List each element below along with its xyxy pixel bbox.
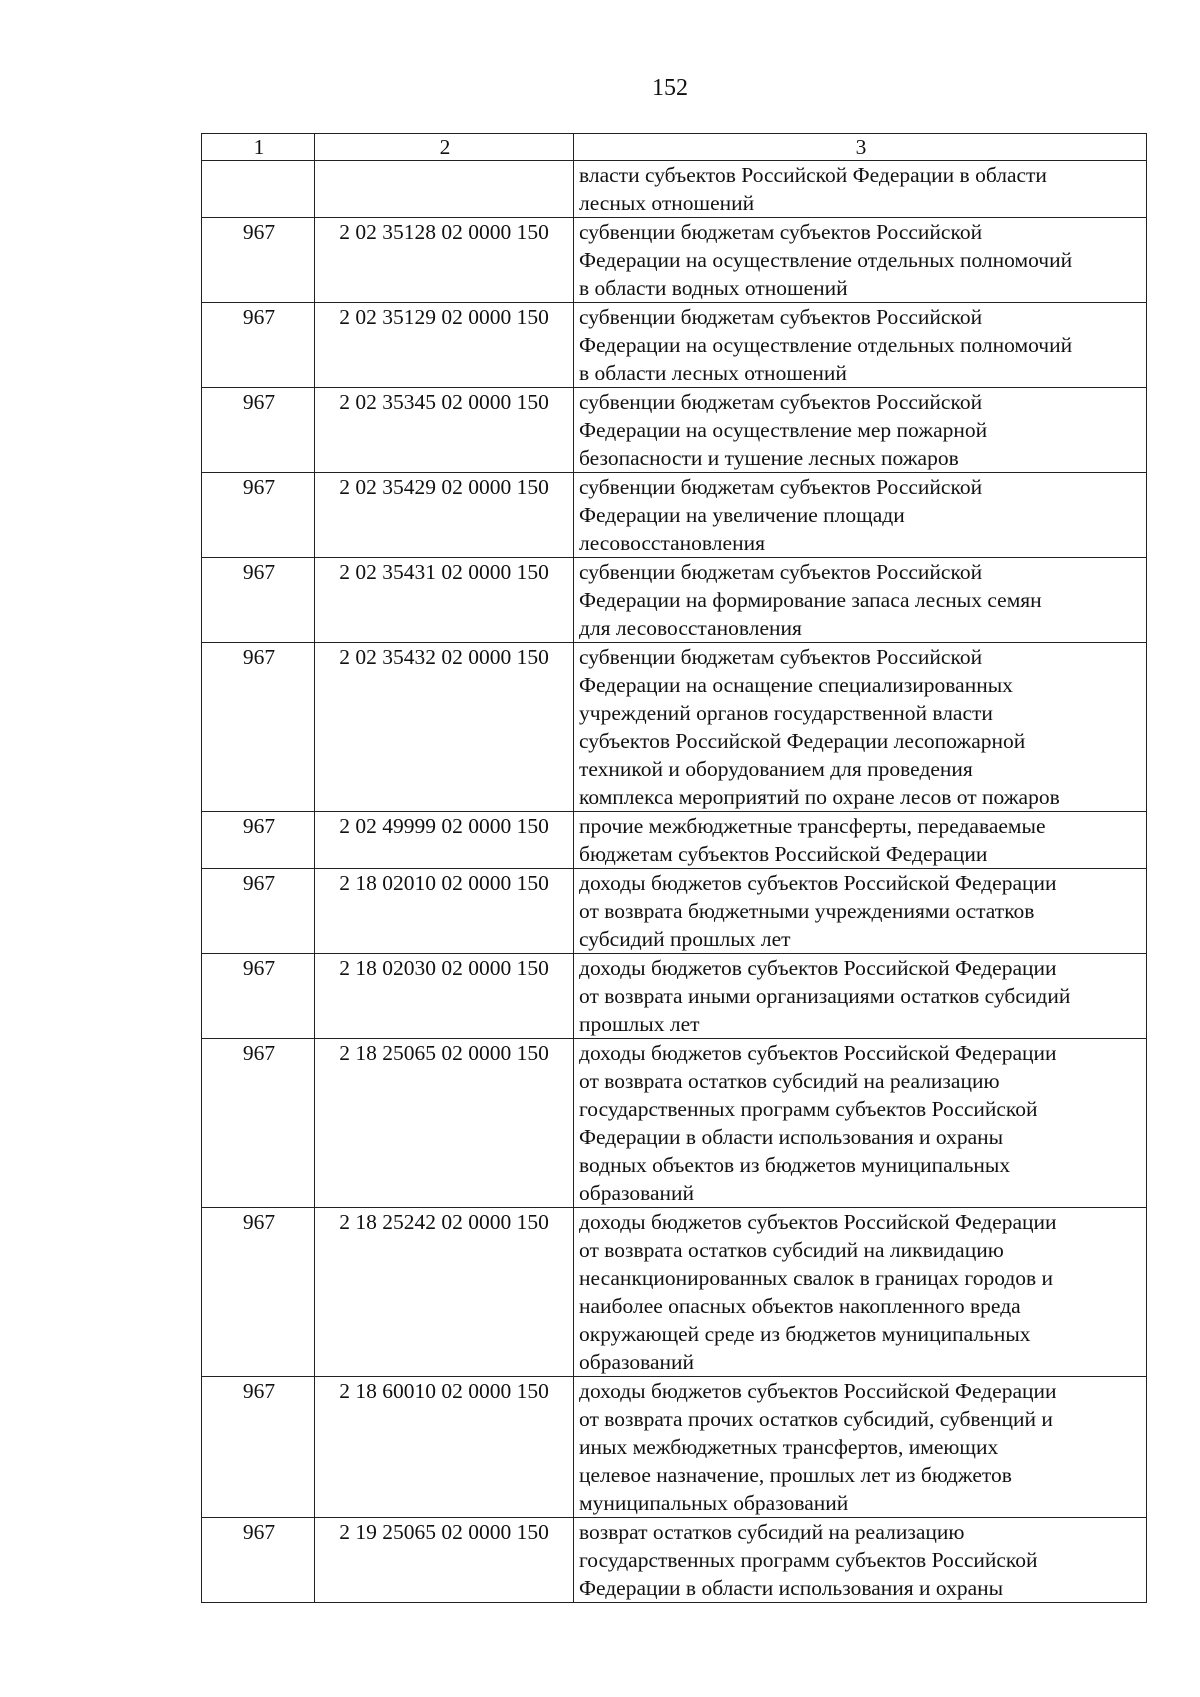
- description-line: государственных программ субъектов Российской: [579, 1548, 1038, 1572]
- description-line: комплекса мероприятий по охране лесов от пожаров: [579, 785, 1060, 809]
- income-code-cell: 2 18 02030 02 0000 150: [315, 954, 574, 1039]
- description-line: несанкционированных свалок в границах городов и: [579, 1266, 1054, 1290]
- table-row: [202, 1208, 1147, 1377]
- income-code-cell: 2 19 25065 02 0000 150: [315, 1518, 574, 1603]
- description-line: безопасности и тушение лесных пожаров: [579, 446, 959, 470]
- admin-code-cell: 967: [202, 812, 315, 869]
- admin-code-cell: 967: [202, 1208, 315, 1377]
- table-row: [202, 812, 1147, 869]
- table-row: [202, 1518, 1147, 1603]
- description-line: для лесовосстановления: [579, 616, 802, 640]
- description-line: в области лесных отношений: [579, 361, 847, 385]
- admin-code-cell: 967: [202, 473, 315, 558]
- description-line: власти субъектов Российской Федерации в области: [579, 163, 1047, 187]
- description-cell: [574, 1518, 1147, 1603]
- table-row: [202, 303, 1147, 388]
- description-line: прочие межбюджетные трансферты, передаваемые: [579, 814, 1046, 838]
- budget-codes-table: [201, 133, 1147, 1603]
- description-line: образований: [579, 1350, 695, 1374]
- income-code-cell: 2 02 35129 02 0000 150: [315, 303, 574, 388]
- table-row: [202, 1377, 1147, 1518]
- description-line: доходы бюджетов субъектов Российской Федерации: [579, 1210, 1057, 1234]
- description-line: Федерации на осуществление отдельных полномочий: [579, 248, 1073, 272]
- income-code-cell: 2 18 25065 02 0000 150: [315, 1039, 574, 1208]
- table-body: [202, 134, 1147, 1603]
- column-header-2: 2: [315, 134, 574, 161]
- admin-code-cell: 967: [202, 558, 315, 643]
- description-cell: [574, 388, 1147, 473]
- description-cell: [574, 1377, 1147, 1518]
- description-line: лесовосстановления: [579, 531, 765, 555]
- table-row: [202, 643, 1147, 812]
- table-row: [202, 1039, 1147, 1208]
- description-cell: [574, 558, 1147, 643]
- description-line: государственных программ субъектов Российской: [579, 1097, 1038, 1121]
- admin-code-cell: 967: [202, 1377, 315, 1518]
- table-row: [202, 869, 1147, 954]
- admin-code-cell: 967: [202, 643, 315, 812]
- description-line: образований: [579, 1181, 695, 1205]
- description-line: Федерации на осуществление отдельных полномочий: [579, 333, 1073, 357]
- admin-code-cell: 967: [202, 218, 315, 303]
- income-code-cell: 2 02 35431 02 0000 150: [315, 558, 574, 643]
- column-header-1: 1: [202, 134, 315, 161]
- description-line: доходы бюджетов субъектов Российской Федерации: [579, 1041, 1057, 1065]
- description-line: наиболее опасных объектов накопленного вреда: [579, 1294, 1021, 1318]
- description-line: Федерации в области использования и охраны: [579, 1125, 1004, 1149]
- income-code-cell: 2 18 60010 02 0000 150: [315, 1377, 574, 1518]
- description-line: Федерации на осуществление мер пожарной: [579, 418, 988, 442]
- description-cell: [574, 869, 1147, 954]
- description-cell: [574, 473, 1147, 558]
- description-line: доходы бюджетов субъектов Российской Федерации: [579, 871, 1057, 895]
- description-line: субвенции бюджетам субъектов Российской: [579, 220, 983, 244]
- description-line: возврат остатков субсидий на реализацию: [579, 1520, 965, 1544]
- description-line: от возврата остатков субсидий на ликвидацию: [579, 1238, 1004, 1262]
- table-row: [202, 161, 1147, 218]
- table-row: [202, 473, 1147, 558]
- description-line: доходы бюджетов субъектов Российской Федерации: [579, 1379, 1057, 1403]
- description-line: от возврата прочих остатков субсидий, субвенций и: [579, 1407, 1053, 1431]
- description-line: муниципальных образований: [579, 1491, 849, 1515]
- description-line: от возврата бюджетными учреждениями остатков: [579, 899, 1035, 923]
- admin-code-cell: 967: [202, 303, 315, 388]
- description-cell: [574, 1039, 1147, 1208]
- description-line: лесных отношений: [579, 191, 755, 215]
- description-line: от возврата остатков субсидий на реализацию: [579, 1069, 1000, 1093]
- description-line: водных объектов из бюджетов муниципальных: [579, 1153, 1011, 1177]
- description-line: субвенции бюджетам субъектов Российской: [579, 475, 983, 499]
- description-line: от возврата иными организациями остатков субсидий: [579, 984, 1071, 1008]
- admin-code-cell: [202, 161, 315, 218]
- table-row: [202, 558, 1147, 643]
- description-cell: [574, 954, 1147, 1039]
- description-line: Федерации в области использования и охраны: [579, 1576, 1004, 1600]
- table-header-row: [202, 134, 1147, 161]
- admin-code-cell: 967: [202, 869, 315, 954]
- description-line: иных межбюджетных трансфертов, имеющих: [579, 1435, 999, 1459]
- income-code-cell: 2 18 25242 02 0000 150: [315, 1208, 574, 1377]
- income-code-cell: 2 18 02010 02 0000 150: [315, 869, 574, 954]
- description-line: техникой и оборудованием для проведения: [579, 757, 973, 781]
- description-line: окружающей среде из бюджетов муниципальных: [579, 1322, 1031, 1346]
- description-line: бюджетам субъектов Российской Федерации: [579, 842, 988, 866]
- description-cell: [574, 1208, 1147, 1377]
- description-line: Федерации на оснащение специализированных: [579, 673, 1013, 697]
- description-line: прошлых лет: [579, 1012, 700, 1036]
- description-cell: [574, 218, 1147, 303]
- description-line: учреждений органов государственной власти: [579, 701, 993, 725]
- description-line: Федерации на формирование запаса лесных семян: [579, 588, 1042, 612]
- description-line: Федерации на увеличение площади: [579, 503, 905, 527]
- description-line: в области водных отношений: [579, 276, 848, 300]
- description-cell: [574, 161, 1147, 218]
- table-row: [202, 954, 1147, 1039]
- admin-code-cell: 967: [202, 954, 315, 1039]
- column-header-3: 3: [574, 134, 1147, 161]
- description-line: субъектов Российской Федерации лесопожарной: [579, 729, 1026, 753]
- income-code-cell: 2 02 35128 02 0000 150: [315, 218, 574, 303]
- description-cell: [574, 812, 1147, 869]
- admin-code-cell: 967: [202, 1039, 315, 1208]
- table-row: [202, 388, 1147, 473]
- description-line: субсидий прошлых лет: [579, 927, 791, 951]
- description-line: субвенции бюджетам субъектов Российской: [579, 305, 983, 329]
- description-line: субвенции бюджетам субъектов Российской: [579, 560, 983, 584]
- description-line: субвенции бюджетам субъектов Российской: [579, 645, 983, 669]
- table-row: [202, 218, 1147, 303]
- page-number: 152: [652, 75, 688, 101]
- income-code-cell: 2 02 35429 02 0000 150: [315, 473, 574, 558]
- description-line: субвенции бюджетам субъектов Российской: [579, 390, 983, 414]
- admin-code-cell: 967: [202, 388, 315, 473]
- description-cell: [574, 643, 1147, 812]
- income-code-cell: 2 02 49999 02 0000 150: [315, 812, 574, 869]
- income-code-cell: [315, 161, 574, 218]
- description-line: целевое назначение, прошлых лет из бюджетов: [579, 1463, 1012, 1487]
- description-cell: [574, 303, 1147, 388]
- admin-code-cell: 967: [202, 1518, 315, 1603]
- description-line: доходы бюджетов субъектов Российской Федерации: [579, 956, 1057, 980]
- income-code-cell: 2 02 35432 02 0000 150: [315, 643, 574, 812]
- income-code-cell: 2 02 35345 02 0000 150: [315, 388, 574, 473]
